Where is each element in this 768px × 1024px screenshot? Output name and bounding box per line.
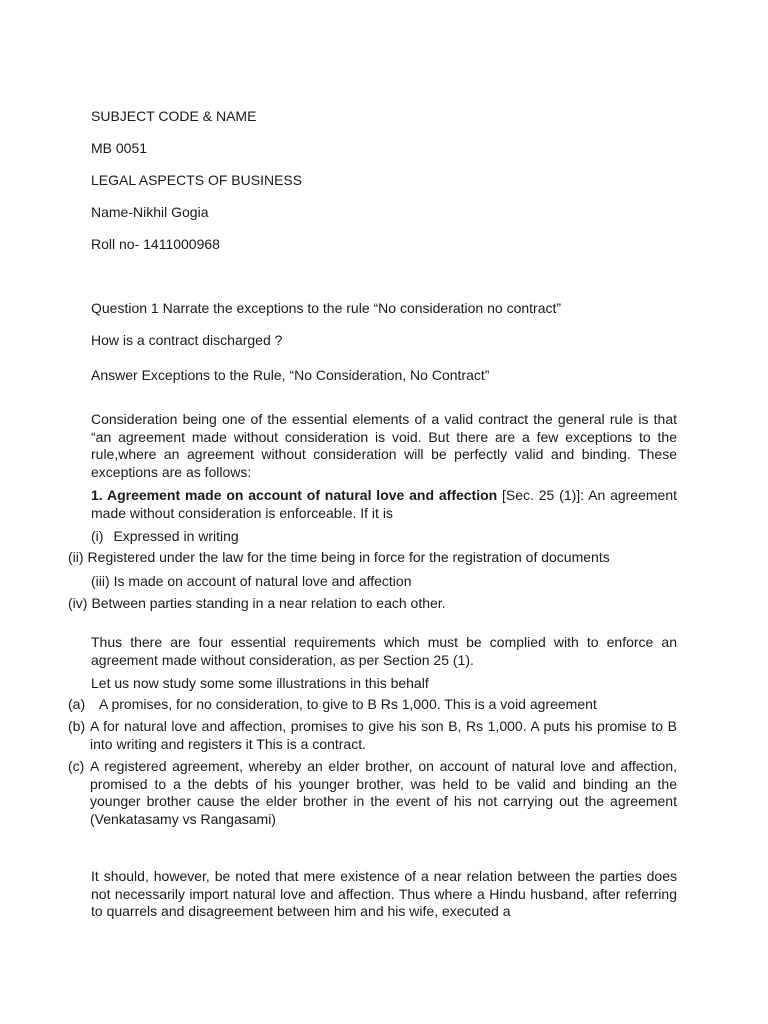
illustration-text: A promises, for no consideration, to give to B Rs 1,000. This is a void agreement bbox=[99, 696, 597, 712]
subject-label: SUBJECT CODE & NAME bbox=[91, 108, 257, 124]
illustration-item bbox=[68, 718, 677, 753]
question-2: How is a contract discharged ? bbox=[91, 332, 283, 348]
condition-text: Between parties standing in a near relation to each other. bbox=[91, 595, 446, 611]
illustration-text: A for natural love and affection, promises to give his son B, Rs 1,000. A puts his promise to B into writing and registers it This is a contract. bbox=[90, 718, 677, 752]
illustrations-intro: Let us now study some some illustrations in this behalf bbox=[91, 675, 429, 691]
condition-marker: (i) bbox=[91, 528, 104, 544]
condition-item bbox=[68, 548, 610, 566]
illustration-text: A registered agreement, whereby an elder brother, on account of natural love and affection, promised to a the debts of his younger brother, was held to be valid and binding an the younger brother cause the elder brother in the event of his not carrying out the agreement (Venkatasamy vs Rangasami) bbox=[90, 758, 677, 827]
subject-name: LEGAL ASPECTS OF BUSINESS bbox=[91, 172, 303, 188]
roll-number: Roll no- 1411000968 bbox=[91, 236, 220, 252]
illustration-item bbox=[68, 696, 677, 714]
exception-1-heading: 1. Agreement made on account of natural love and affection bbox=[91, 487, 498, 503]
illustration-item bbox=[68, 758, 677, 828]
subject-code: MB 0051 bbox=[91, 140, 148, 156]
condition-text: Is made on account of natural love and affection bbox=[113, 573, 412, 589]
exception-1-paragraph bbox=[91, 487, 677, 522]
condition-item bbox=[91, 572, 411, 590]
condition-marker: (ii) bbox=[68, 549, 84, 565]
requirements-paragraph: Thus there are four essential requirements which must be complied with to enforce an agreement made without consideration, as per Section 25 (1). bbox=[91, 634, 677, 668]
condition-marker: (iii) bbox=[91, 573, 110, 589]
condition-marker: (iv) bbox=[68, 595, 88, 611]
illustration-marker: (a) bbox=[68, 696, 86, 712]
question-1: Question 1 Narrate the exceptions to the rule “No consideration no contract” bbox=[91, 300, 562, 316]
closing-paragraph: It should, however, be noted that mere existence of a near relation between the parties does not necessarily import natural love and affection. Thus where a Hindu husband, after referring to quarrels and disagreement between him and his wife, executed a bbox=[91, 868, 677, 919]
answer-heading: Answer Exceptions to the Rule, “No Consideration, No Contract” bbox=[91, 367, 490, 383]
student-name: Name-Nikhil Gogia bbox=[91, 204, 209, 220]
illustration-marker: (b) bbox=[68, 718, 86, 734]
exception-1-text: [Sec. 25 (1)]: An agreement made without consideration is enforceable. If it is bbox=[91, 487, 677, 521]
condition-text: Expressed in writing bbox=[113, 528, 239, 544]
condition-text: Registered under the law for the time being in force for the registration of documents bbox=[87, 549, 610, 565]
intro-paragraph: Consideration being one of the essential elements of a valid contract the general rule is that “an agreement made without consideration is void. But there are a few exceptions to the rule,where an agreement without consideration will be perfectly valid and binding. These exceptions are as follows: bbox=[91, 411, 677, 480]
condition-item bbox=[91, 527, 239, 545]
condition-item bbox=[68, 594, 446, 612]
illustration-marker: (c) bbox=[68, 758, 85, 774]
